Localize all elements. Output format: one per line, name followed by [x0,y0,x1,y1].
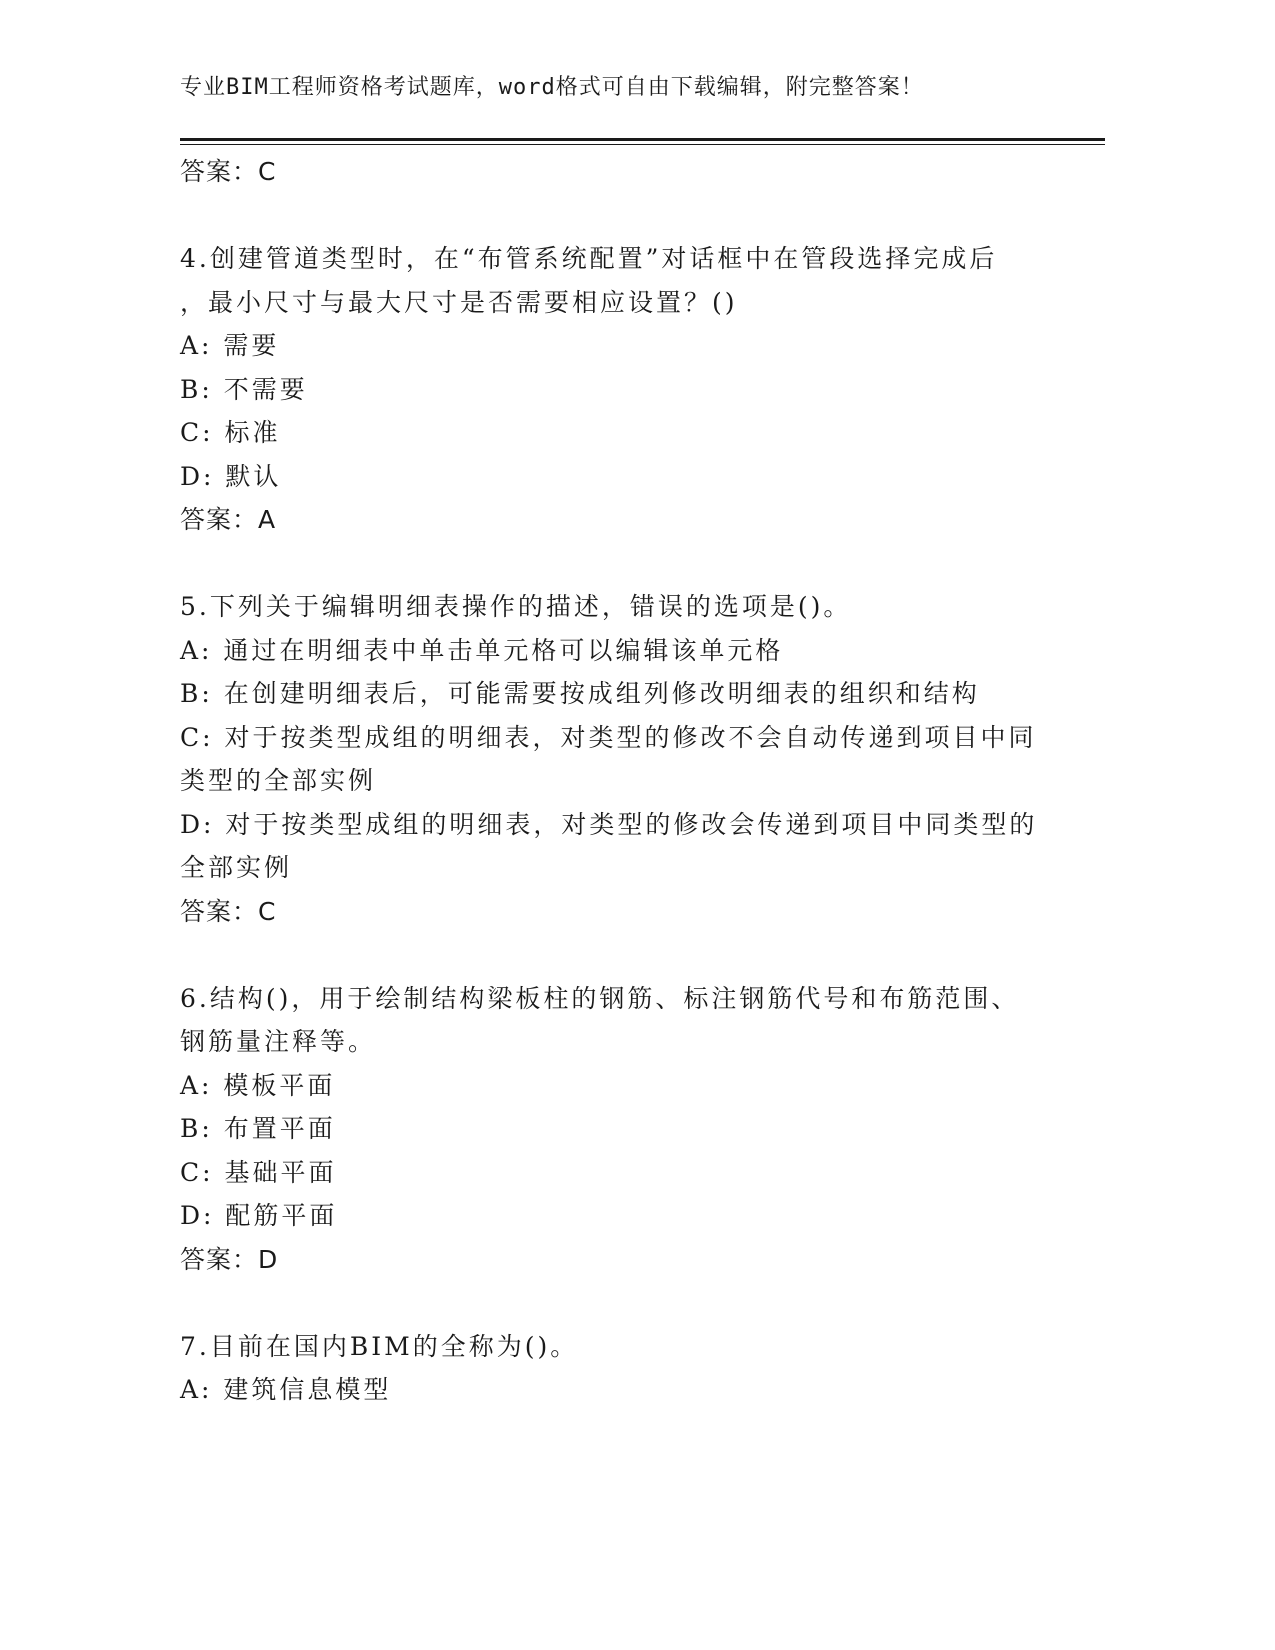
option-b: B: 布置平面 [180,1114,336,1143]
question-6 [180,977,1080,1282]
option-c: C: 标准 [180,418,281,447]
question-stem: 4.创建管道类型时，在“布管系统配置”对话框中在管段选择完成后 [180,244,998,273]
question-stem: 5.下列关于编辑明细表操作的描述，错误的选项是()。 [180,592,852,621]
question-5 [180,585,1080,933]
option-c-continued: 类型的全部实例 [180,766,377,795]
option-b: B: 不需要 [180,374,308,404]
option-d-continued: 全部实例 [180,853,293,882]
option-c: C: 基础平面 [180,1157,337,1187]
option-b: B: 在创建明细表后，可能需要按成组列修改明细表的组织和结构 [180,679,980,708]
header-rule [180,138,1105,141]
option-a: A: 建筑信息模型 [180,1375,392,1404]
previous-answer: 答案：C [180,157,277,186]
spacer [180,933,1080,977]
question-stem: 钢筋量注释等。 [180,1027,377,1056]
answer: 答案：A [180,505,277,534]
spacer [180,194,1080,238]
question-stem: 7.目前在国内BIM的全称为()。 [180,1331,579,1361]
question-4 [180,237,1080,542]
document-body [180,150,1080,1412]
option-a: A: 模板平面 [180,1070,336,1100]
option-c: C: 对于按类型成组的明细表，对类型的修改不会自动传递到项目中同 [180,722,1037,752]
page-header: 专业BIM工程师资格考试题库，word格式可自由下载编辑，附完整答案！ [180,75,924,100]
question-7 [180,1325,1080,1412]
answer: 答案：C [180,896,277,926]
option-d: D: 配筋平面 [180,1201,338,1230]
option-a: A: 通过在明细表中单击单元格可以编辑该单元格 [180,635,784,665]
answer: 答案：D [180,1244,279,1274]
question-stem: ，最小尺寸与最大尺寸是否需要相应设置？() [180,287,738,317]
option-a: A: 需要 [180,331,280,360]
option-d: D: 默认 [180,461,282,491]
spacer [180,1281,1080,1325]
spacer [180,542,1080,586]
option-d: D: 对于按类型成组的明细表，对类型的修改会传递到项目中同类型的 [180,809,1038,839]
question-stem: 6.结构()，用于绘制结构梁板柱的钢筋、标注钢筋代号和布筋范围、 [180,983,1020,1013]
